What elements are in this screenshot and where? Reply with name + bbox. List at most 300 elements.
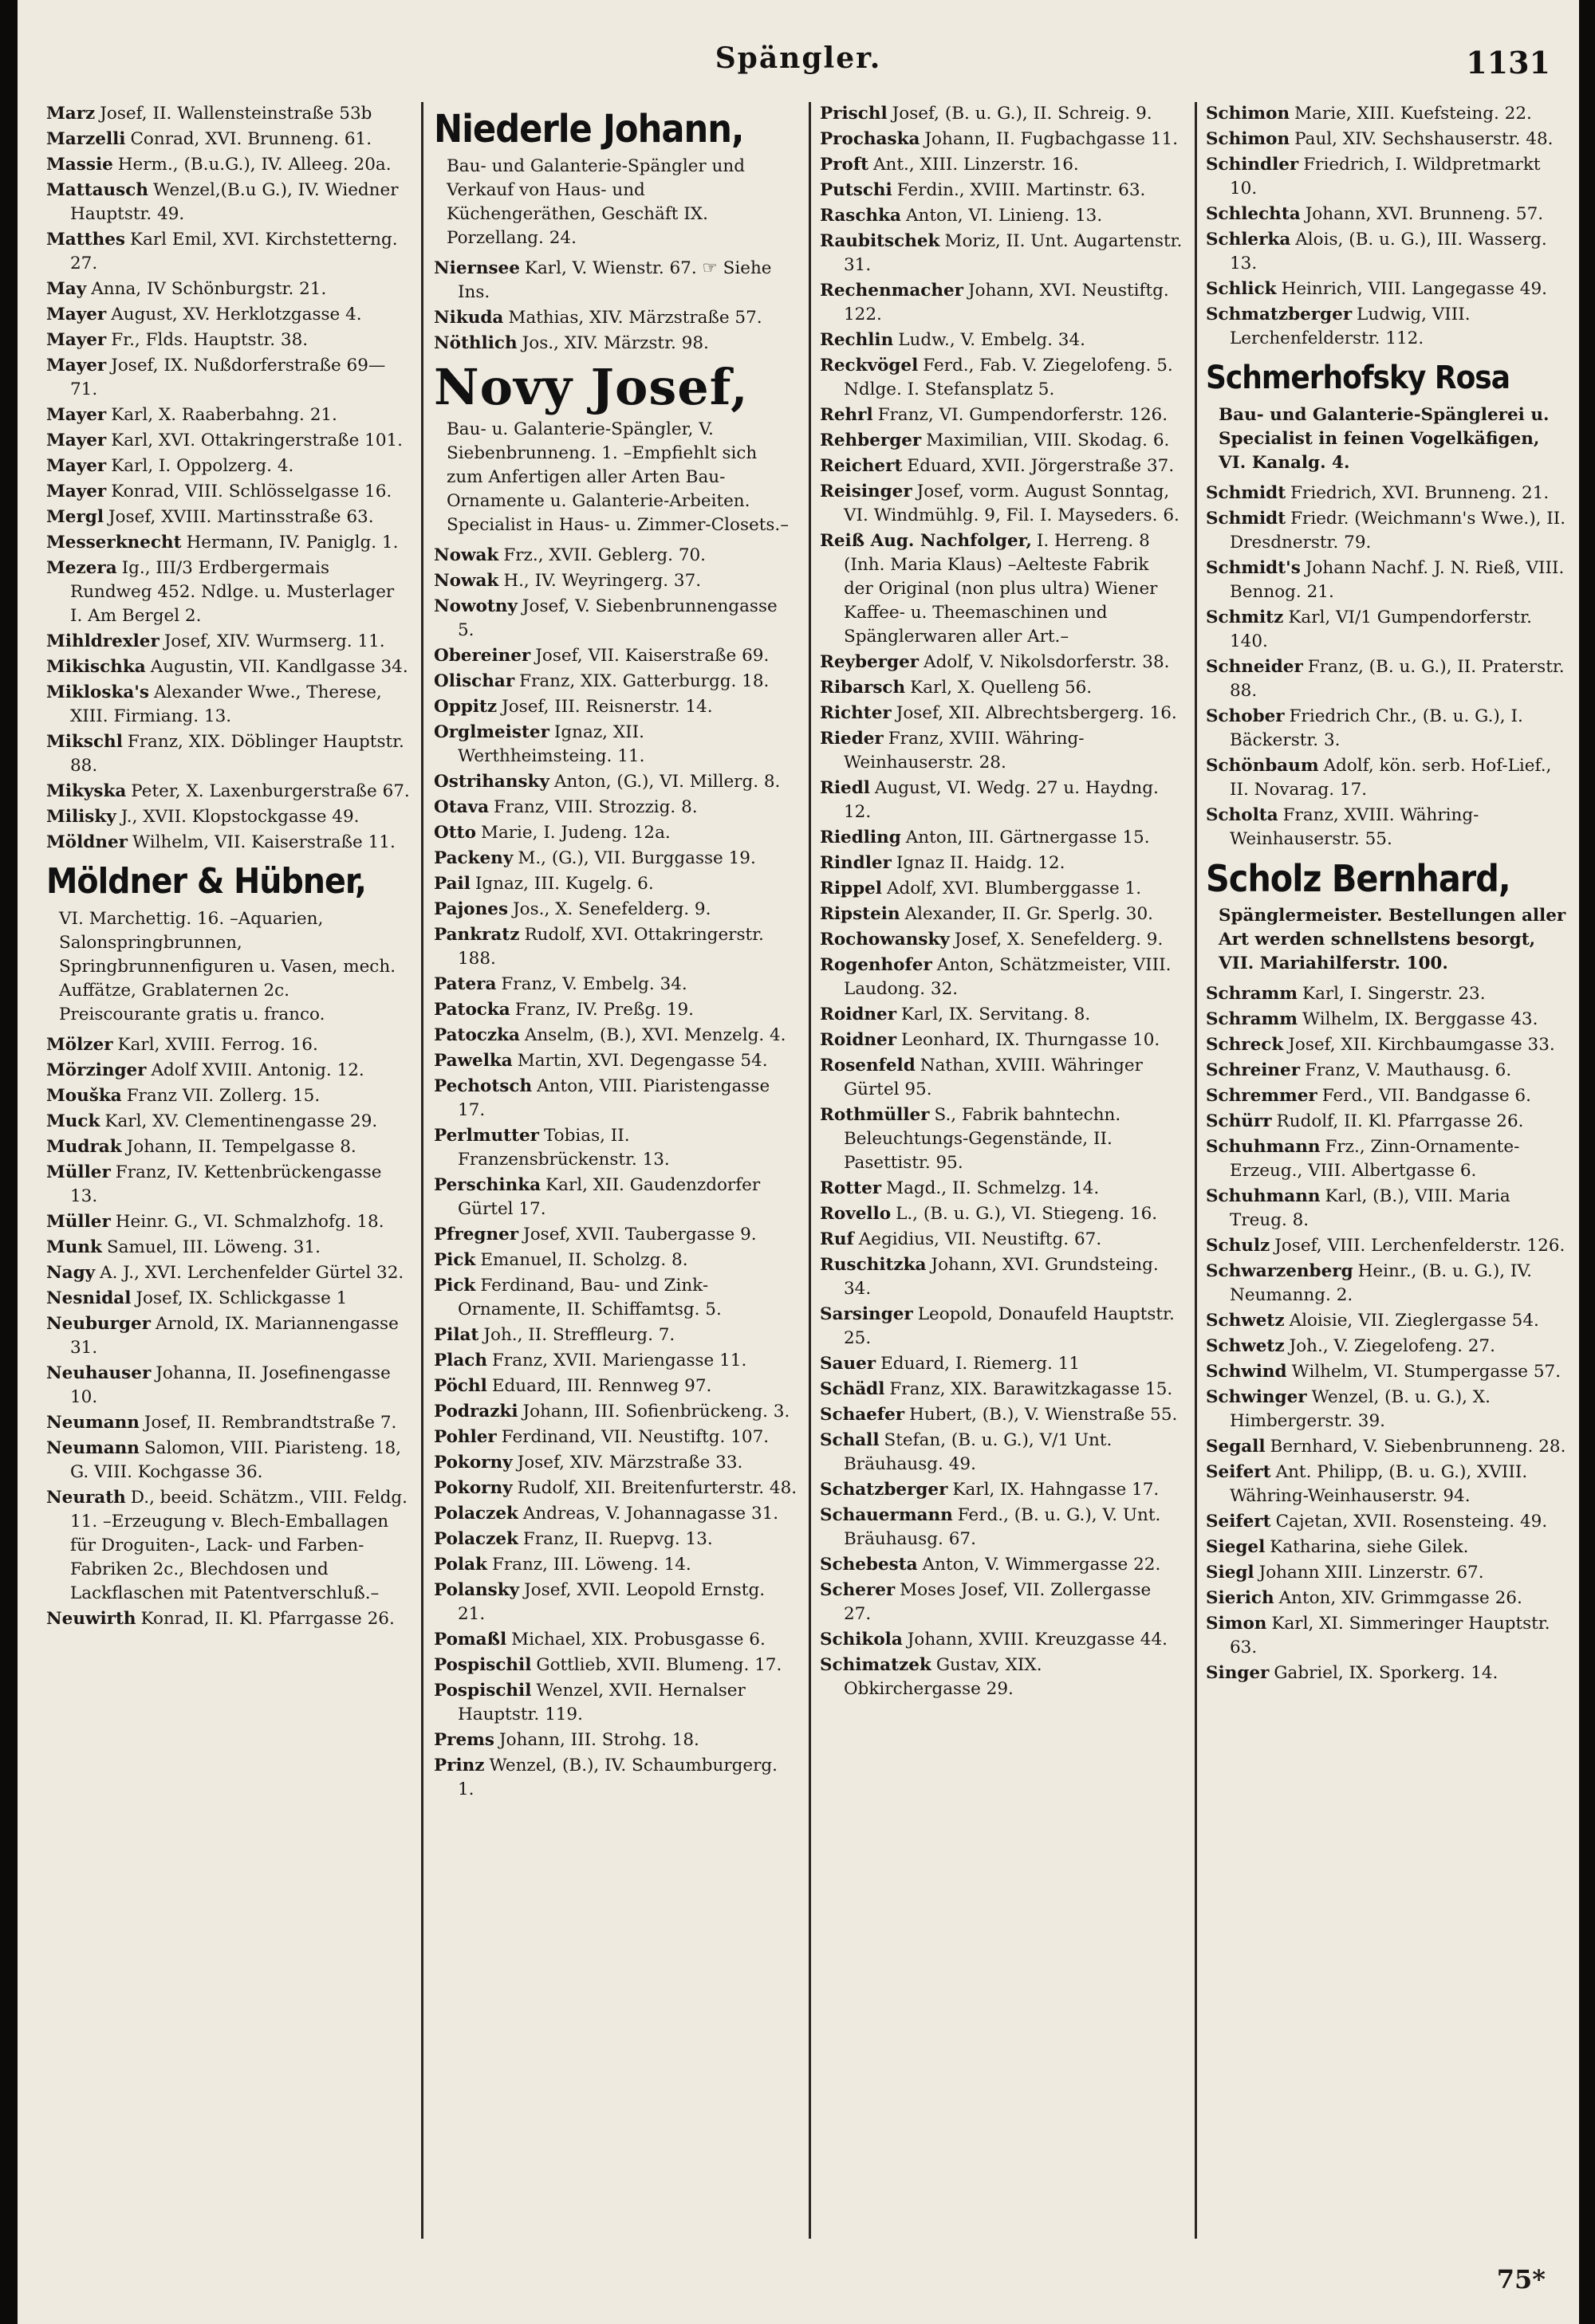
directory-entry [434,1425,798,1449]
entry-details: Frz., Zinn-Ornamente-Erzeug., VIII. Albertgasse 6. [1230,1137,1520,1181]
directory-entry [820,651,1183,674]
directory-entry [820,928,1183,952]
directory-entry [820,1303,1183,1351]
entry-details: Ferd., Fab. V. Ziegelofeng. 5. Ndlge. I. Stefansplatz 5. [844,356,1173,399]
entry-list [46,102,410,855]
directory-entry [434,1124,798,1172]
directory-entry [1206,1661,1569,1685]
entry-name: Schebesta [820,1555,918,1575]
entry-details: Anton, XIV. Grimmgasse 26. [1278,1588,1522,1608]
entry-name: Neuhauser [46,1363,152,1383]
directory-entry [820,1504,1183,1551]
directory-entry [46,179,410,226]
entry-details: Marie, I. Judeng. 12a. [480,823,671,843]
directory-entry [434,1728,798,1752]
entry-details: Franz, II. Ruepvg. 13. [522,1529,713,1549]
entry-name: Messerknecht [46,533,182,552]
directory-entry [1206,1059,1569,1083]
entry-details: Josef, IX. Schlickgasse 1 [136,1288,348,1308]
entry-details: Ludwig, VIII. Lerchenfelderstr. 112. [1230,305,1471,348]
directory-entry [820,1378,1183,1402]
entry-details: Ferdinand, VII. Neustiftg. 107. [501,1427,770,1447]
directory-entry [820,1177,1183,1201]
entry-details: Mathias, XIV. Märzstraße 57. [508,308,762,328]
entry-name: Oppitz [434,697,498,717]
directory-entry [46,1437,410,1484]
entry-details: Josef, XIV. Märzstraße 33. [517,1453,743,1473]
entry-name: Rovello [820,1204,892,1224]
entry-details: Karl, IX. Hahngasse 17. [952,1480,1160,1500]
directory-entry [46,1287,410,1311]
directory-entry [434,1323,798,1347]
entry-details: Gottlieb, XVII. Blumeng. 17. [536,1655,782,1675]
entry-name: Simon [1206,1614,1267,1634]
entry-details: Augustin, VII. Kandlgasse 34. [150,657,408,677]
entry-details: Heinr. G., VI. Schmalzhofg. 18. [115,1212,384,1232]
entry-details: Magd., II. Schmelzg. 14. [886,1178,1100,1198]
directory-entry [1206,606,1569,654]
directory-entry [820,1028,1183,1052]
entry-details: Karl, XV. Clementinengasse 29. [104,1111,378,1131]
directory-entry [434,1654,798,1677]
entry-details: Franz, (B. u. G.), II. Praterstr. 88. [1230,657,1565,701]
directory-entry [434,1049,798,1073]
directory-entry [820,454,1183,478]
entry-name: Nikuda [434,308,504,328]
directory-entry [434,821,798,845]
directory-entry [434,923,798,971]
entry-name: Schall [820,1430,880,1450]
ad-heading: Möldner & Hübner, [46,861,366,902]
entry-name: Rogenhofer [820,955,932,975]
entry-name: Schreck [1206,1035,1284,1055]
directory-entry [820,529,1183,649]
directory-entry [434,1075,798,1123]
entry-details: Franz, V. Embelg. 34. [501,974,687,994]
entry-name: Mayer [46,305,107,324]
entry-name: Rosenfeld [820,1056,916,1075]
entry-details: Adolf, XVI. Blumberggasse 1. [886,879,1142,899]
directory-entry [46,730,410,778]
directory-entry [820,354,1183,402]
directory-entry [46,831,410,855]
entry-name: Milisky [46,807,116,827]
entry-name: Mayer [46,405,107,425]
directory-entry [1206,1260,1569,1307]
directory-entry [46,303,410,327]
entry-name: Otava [434,797,490,817]
entry-details: Arnold, IX. Mariannengasse 31. [70,1314,399,1358]
directory-entry [820,851,1183,875]
entry-details: Johann Nachf. J. N. Rieß, VIII. Bennog. 21. [1230,558,1565,602]
entry-name: Rindler [820,853,892,873]
directory-entry [434,332,798,356]
directory-entry [46,328,410,352]
entry-name: Reisinger [820,482,912,501]
advertisement [434,360,798,537]
section-title: Spängler. [715,41,882,75]
entry-details: Franz VII. Zollerg. 15. [126,1086,321,1106]
directory-entry [1206,203,1569,226]
entry-name: Packeny [434,848,514,868]
entry-name: Mezera [46,558,117,578]
entry-details: Johann XIII. Linzerstr. 67. [1258,1563,1484,1583]
column-divider [809,102,811,2239]
entry-details: Eduard, III. Rennweg 97. [491,1376,712,1396]
directory-page [18,0,1579,2324]
ad-body: Spänglermeister. Bestellungen aller Art werden schnellstens besorgt, VII. Mariahilferstr. 100. [1219,906,1566,973]
directory-entry [1206,1510,1569,1534]
entry-details: Nathan, XVIII. Währinger Gürtel 95. [844,1056,1143,1099]
entry-details: Josef, XII. Albrechtsbergerg. 16. [896,703,1177,723]
directory-entry [434,1679,798,1727]
entry-name: Schmidt [1206,483,1286,503]
entry-name: Massie [46,155,113,175]
entry-name: Nowak [434,571,499,591]
entry-name: Mayer [46,431,107,450]
entry-details: Cajetan, XVII. Rosensteing. 49. [1275,1512,1548,1532]
entry-details: Wenzel, (B.), IV. Schaumburgerg. 1. [458,1756,778,1799]
directory-entry [434,1024,798,1048]
directory-entry [1206,1084,1569,1108]
entry-name: Schremmer [1206,1086,1317,1106]
directory-entry [434,1451,798,1475]
directory-entry [434,770,798,794]
entry-name: Schikola [820,1630,903,1650]
directory-entry [820,153,1183,177]
entry-details: Adolf, V. Nikolsdorferstr. 38. [924,652,1170,672]
entry-details: Josef, V. Siebenbrunnengasse 5. [458,596,778,640]
entry-name: Mouška [46,1086,122,1106]
directory-entry [1206,1135,1569,1183]
page-header [18,41,1579,97]
directory-entry [1206,102,1569,126]
entry-name: Müller [46,1162,111,1182]
directory-entry [1206,128,1569,151]
directory-entry [820,128,1183,151]
entry-name: Seifert [1206,1512,1271,1532]
entry-details: Samuel, III. Löweng. 31. [106,1237,321,1257]
entry-details: Karl, XII. Gaudenzdorfer Gürtel 17. [458,1175,761,1219]
entry-details: Adolf XVIII. Antonig. 12. [151,1060,364,1080]
column-2 [434,102,798,2215]
entry-name: Reiß Aug. Nachfolger, [820,531,1032,551]
directory-entry [1206,1435,1569,1459]
entry-name: Schober [1206,706,1285,726]
entry-details: Alois, (B. u. G.), III. Wasserg. 13. [1230,230,1547,273]
entry-name: Raubitschek [820,231,940,251]
entry-name: Schmatzberger [1206,305,1353,324]
entry-name: Putschi [820,180,892,200]
entry-details: L., (B. u. G.), VI. Stiegeng. 16. [896,1204,1158,1224]
entry-name: Mörzinger [46,1060,147,1080]
entry-details: Frz., XVII. Geblerg. 70. [503,545,707,565]
entry-name: Plach [434,1351,487,1370]
entry-name: Pöchl [434,1376,487,1396]
advertisement [1206,356,1569,475]
entry-details: Karl, X. Quelleng 56. [910,678,1093,698]
entry-name: Prischl [820,104,888,124]
directory-entry [46,630,410,654]
entry-name: Schindler [1206,155,1299,175]
entry-name: Schuhmann [1206,1137,1321,1157]
entry-name: Mikischka [46,657,146,677]
entry-details: I. Herreng. 8 (Inh. Maria Klaus) –Aelteste Fabrik der Original (non plus ultra) Wiener Kaffee- u. Theemaschinen und Spänglerwaren aller Art.– [844,531,1158,647]
entry-details: Jos., XIV. Märzstr. 98. [522,333,709,353]
entry-name: Pohler [434,1427,497,1447]
entry-details: Ant., XIII. Linzerstr. 16. [873,155,1079,175]
entry-name: Schneider [1206,657,1303,677]
directory-entry [434,1628,798,1652]
entry-name: Schramm [1206,984,1298,1004]
entry-details: Josef, XVII. Leopold Ernstg. 21. [458,1580,766,1624]
entry-details: Anton, V. Wimmergasse 22. [922,1555,1161,1575]
directory-entry [1206,1360,1569,1384]
entry-name: Schwetz [1206,1336,1285,1356]
entry-details: Ludw., V. Embelg. 34. [898,330,1085,350]
directory-entry [46,1033,410,1057]
entry-details: J., XVII. Klopstockgasse 49. [120,807,360,827]
entry-details: Wenzel,(B.u G.), IV. Wiedner Hauptstr. 49. [70,180,399,224]
entry-details: Karl, XI. Simmeringer Hauptstr. 63. [1230,1614,1550,1657]
entry-details: Wilhelm, IX. Berggasse 43. [1302,1009,1538,1029]
entry-details: D., beeid. Schätzm., VIII. Feldg. 11. –Erzeugung v. Blech-Emballagen für Droguiten-, Lack- und Farben-Fabriken 2c., Blechdosen und Lackflaschen mit Patentverschluß.– [70,1488,408,1603]
ad-body: Bau- und Galanterie-Spänglerei u. Specialist in feinen Vogelkäfigen, VI. Kanalg. 4. [1219,405,1550,473]
entry-details: Johanna, II. Josefinengasse 10. [70,1363,391,1407]
directory-entry [434,1528,798,1551]
entry-name: Orglmeister [434,722,549,742]
entry-name: Siegl [1206,1563,1254,1583]
entry-name: Schlick [1206,279,1277,299]
entry-details: Joh., II. Streffleurg. 7. [483,1325,675,1345]
entry-details: Jos., X. Senefelderg. 9. [513,899,711,919]
entry-name: Munk [46,1237,102,1257]
directory-entry [434,998,798,1022]
entry-name: Pick [434,1250,476,1270]
entry-details: Leopold, Donaufeld Hauptstr. 25. [844,1304,1175,1348]
entry-details: Hubert, (B.), V. Wienstraße 55. [909,1405,1178,1425]
directory-entry [1206,153,1569,201]
directory-entry [820,727,1183,775]
entry-name: Prinz [434,1756,485,1775]
directory-entry [820,1403,1183,1427]
directory-entry [434,544,798,568]
directory-entry [820,429,1183,453]
entry-details: Katharina, siehe Gilek. [1270,1537,1469,1557]
entry-name: Patocka [434,1000,510,1020]
entry-name: Schuhmann [1206,1186,1321,1206]
entry-name: Mayer [46,456,107,476]
entry-name: Schwinger [1206,1387,1307,1407]
entry-details: Gustav, XIX. Obkirchergasse 29. [844,1655,1042,1699]
entry-list [1206,102,1569,351]
directory-entry [46,1362,410,1410]
directory-entry [434,695,798,719]
entry-details: Karl Emil, XVI. Kirchstetterng. 27. [70,230,398,273]
directory-entry [46,403,410,427]
directory-entry [1206,1461,1569,1508]
entry-details: Anton, III. Gärtnergasse 15. [905,828,1150,847]
directory-entry [46,1486,410,1606]
entry-name: Schulz [1206,1236,1270,1256]
entry-details: Friedr. (Weichmann's Wwe.), II. Dresdnerstr. 79. [1230,509,1566,552]
directory-entry [46,1210,410,1234]
entry-name: Nesnidal [46,1288,132,1308]
entry-details: Josef, IX. Nußdorferstraße 69—71. [70,356,386,399]
entry-details: Karl, XVI. Ottakringerstraße 101. [111,431,404,450]
directory-entry [434,1223,798,1247]
entry-name: Schreiner [1206,1060,1301,1080]
directory-entry [1206,1536,1569,1559]
entry-name: Prochaska [820,129,920,149]
entry-name: Raschka [820,206,901,226]
directory-entry [1206,303,1569,351]
entry-name: Mudrak [46,1137,122,1157]
directory-entry [820,1579,1183,1626]
entry-name: Siegel [1206,1537,1266,1557]
directory-entry [820,1553,1183,1577]
entry-details: Karl, VI/1 Gumpendorferstr. 140. [1230,608,1532,651]
entry-name: May [46,279,87,299]
entry-details: Josef, (B. u. G.), II. Schreig. 9. [892,104,1152,124]
entry-name: Rotter [820,1178,882,1198]
entry-name: Perlmutter [434,1126,540,1146]
entry-details: Alexander, II. Gr. Sperlg. 30. [904,904,1153,924]
entry-details: Franz, XVIII. Währing-Weinhauserstr. 28. [844,729,1085,773]
directory-entry [46,429,410,453]
entry-details: Michael, XIX. Probusgasse 6. [511,1630,766,1650]
entry-details: Anton, VI. Linieng. 13. [905,206,1103,226]
entry-details: Anton, Schätzmeister, VIII. Laudong. 32. [844,955,1172,999]
entry-details: Josef, XII. Kirchbaumgasse 33. [1288,1035,1555,1055]
entry-details: Andreas, V. Johannagasse 31. [522,1504,779,1524]
directory-entry [434,257,798,305]
entry-details: Franz, VIII. Strozzig. 8. [494,797,698,817]
entry-details: Ignaz, III. Kugelg. 6. [475,874,654,894]
entry-details: Anselm, (B.), XVI. Menzelg. 4. [524,1025,786,1045]
entry-name: Schmitz [1206,608,1284,627]
directory-entry [46,1261,410,1285]
entry-name: Schatzberger [820,1480,948,1500]
entry-list [434,257,798,356]
entry-details: Moriz, II. Unt. Augartenstr. 31. [844,231,1183,275]
entry-name: Ribarsch [820,678,906,698]
entry-name: Reichert [820,456,903,476]
directory-entry [820,877,1183,901]
directory-entry [820,279,1183,327]
entry-name: Pajones [434,899,509,919]
entry-details: Konrad, VIII. Schlösselgasse 16. [111,482,392,501]
directory-entry [46,454,410,478]
ad-heading: Niederle Johann, [434,107,744,151]
entry-name: Sauer [820,1354,876,1374]
directory-entry [820,204,1183,228]
entry-name: Schramm [1206,1009,1298,1029]
entry-name: Marzelli [46,129,126,149]
entry-name: Nowak [434,545,499,565]
entry-name: Möldner [46,832,128,852]
entry-name: Polaczek [434,1504,518,1524]
entry-name: Sarsinger [820,1304,913,1324]
directory-entry [434,1174,798,1221]
directory-entry [434,595,798,643]
directory-entry [820,676,1183,700]
entry-details: Ig., III/3 Erdbergermais Rundweg 452. Ndlge. u. Musterlager I. Am Bergel 2. [70,558,395,626]
entry-name: Mikschl [46,732,123,752]
entry-name: Schimon [1206,104,1290,124]
entry-details: Franz, IV. Kettenbrückengasse 13. [70,1162,382,1206]
advertisement [46,859,410,1027]
entry-name: Pawelka [434,1051,513,1071]
entry-name: Pechotsch [434,1076,533,1096]
directory-entry [46,780,410,804]
entry-name: Proft [820,155,869,175]
entry-details: Heinrich, VIII. Langegasse 49. [1281,279,1547,299]
entry-name: Prems [434,1730,495,1750]
entry-name: Schlechta [1206,204,1301,224]
directory-entry [434,847,798,871]
entry-name: Reckvögel [820,356,919,376]
entry-name: Mayer [46,356,107,376]
entry-name: Polaczek [434,1529,518,1549]
directory-entry [1206,1234,1569,1258]
entry-name: Mikloska's [46,682,149,702]
directory-entry [1206,507,1569,555]
entry-details: Johann, XVI. Grundsteing. 34. [844,1255,1159,1299]
directory-entry [820,403,1183,427]
entry-details: Friedrich, I. Wildpretmarkt 10. [1230,155,1541,199]
entry-details: Josef, III. Reisnerstr. 14. [502,697,713,717]
entry-name: Rechenmacher [820,281,963,301]
directory-entry [46,556,410,628]
entry-name: Muck [46,1111,100,1131]
entry-name: Nöthlich [434,333,518,353]
directory-entry [46,1161,410,1209]
entry-name: Rippel [820,879,882,899]
entry-name: Ripstein [820,904,900,924]
entry-name: Podrazki [434,1402,518,1422]
directory-entry [1206,1309,1569,1333]
directory-entry [434,898,798,922]
entry-name: Mayer [46,330,107,350]
directory-entry [820,954,1183,1001]
entry-details: Karl, IX. Servitang. 8. [901,1005,1091,1024]
entry-details: Leonhard, IX. Thurngasse 10. [901,1030,1160,1050]
directory-entry [46,805,410,829]
directory-entry [1206,1335,1569,1359]
entry-name: Schauermann [820,1505,953,1525]
entry-name: Ruf [820,1229,854,1249]
entry-details: Franz, III. Löweng. 14. [491,1555,691,1575]
ad-body: VI. Marchettig. 16. –Aquarien, Salonspringbrunnen, Springbrunnenfiguren u. Vasen, mech. Auffätze, Grablaternen 2c. Preiscourante gratis u. franco. [59,909,396,1024]
entry-name: Riedl [820,778,870,798]
entry-details: Konrad, II. Kl. Pfarrgasse 26. [140,1609,395,1629]
entry-details: Rudolf, XVI. Ottakringerstr. 188. [458,925,764,969]
entry-details: Ferd., (B. u. G.), V. Unt. Bräuhausg. 67. [844,1505,1161,1549]
directory-entry [1206,1110,1569,1134]
directory-entry [46,655,410,679]
entry-name: Schwind [1206,1362,1287,1382]
entry-name: Mihldrexler [46,631,160,651]
entry-details: August, VI. Wedg. 27 u. Haydng. 12. [844,778,1159,822]
entry-name: Otto [434,823,476,843]
entry-name: Ruschitzka [820,1255,927,1275]
entry-details: Martin, XVI. Degengasse 54. [517,1051,768,1071]
directory-entry [434,1502,798,1526]
entry-details: Anton, (G.), VI. Millerg. 8. [553,772,781,792]
entry-details: Johann, III. Strohg. 18. [499,1730,699,1750]
directory-entry [820,480,1183,528]
